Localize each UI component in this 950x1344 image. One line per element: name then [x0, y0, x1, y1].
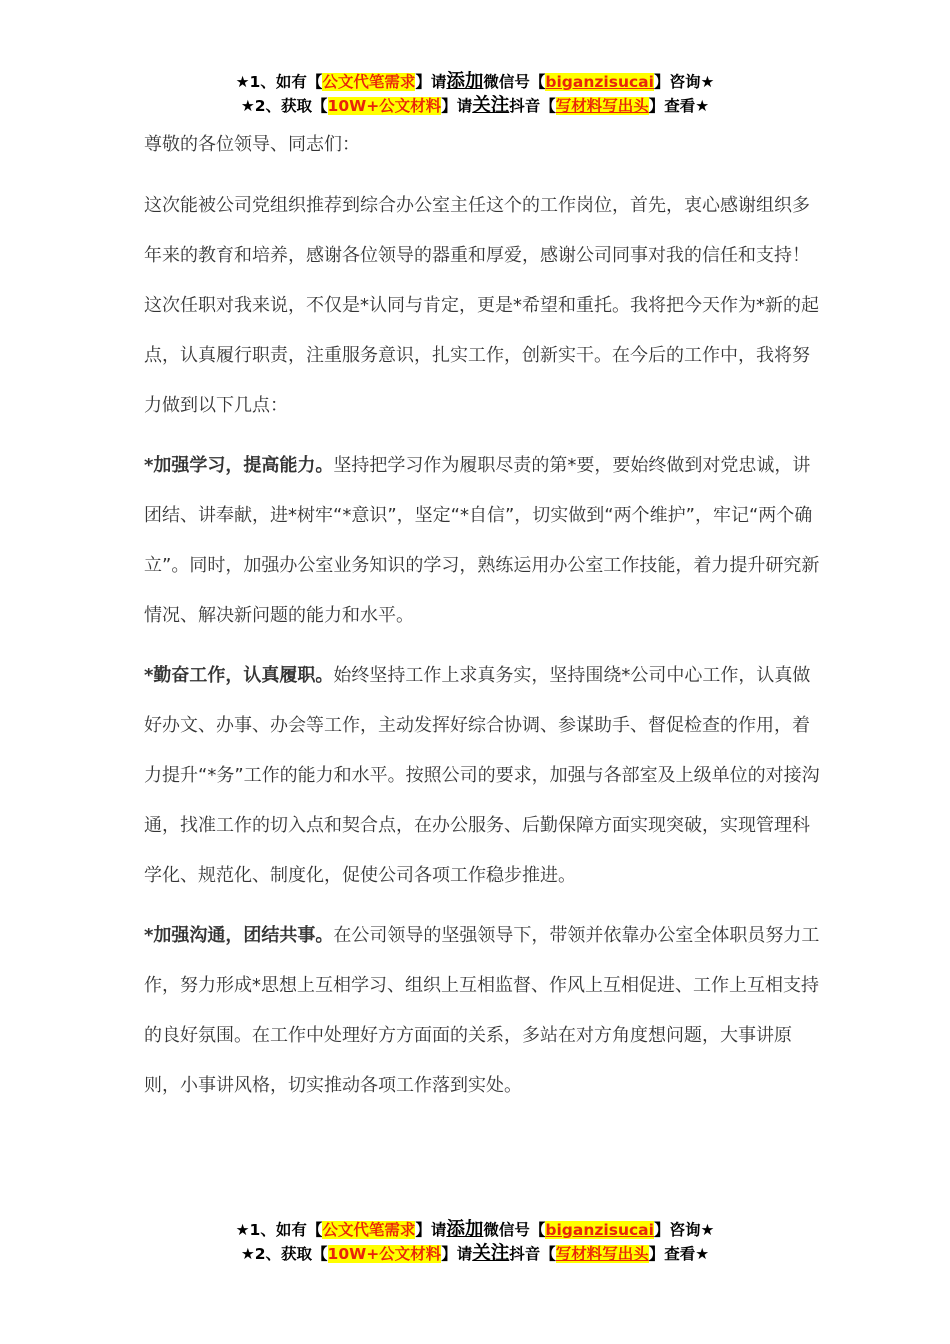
promo-text: 抖音【 [509, 1245, 556, 1263]
point-paragraph-1 [144, 441, 824, 641]
salutation: 尊敬的各位领导、同志们： [144, 134, 360, 155]
promo-emphasis-add: 添加 [446, 71, 484, 92]
promo-text: 】咨询★ [653, 1221, 715, 1239]
promo-highlight-service: 公文代笔需求 [322, 73, 416, 91]
promo-text: 抖音【 [509, 97, 556, 115]
promo-text: 】请 [441, 97, 473, 115]
promo-emphasis-add: 添加 [446, 1219, 484, 1240]
promo-line-2 [0, 1242, 950, 1266]
point-paragraph-2 [144, 651, 824, 901]
promo-text: ★2、获取【 [240, 1245, 328, 1263]
promo-text: 】请 [415, 1221, 447, 1239]
promo-highlight-wechat-id: biganzisucai [545, 1221, 654, 1239]
point-text: 始终坚持工作上求真务实，坚持围绕*公司中心工作，认真做好办文、办事、办会等工作，主动发挥好综合协调、参谋助手、督促检查的作用，着力提升“*务”工作的能力和水平。按照公司的要求，加强与各部室及上级单位的对接沟通，找准工作的切入点和契合点，在办公服务、后勤保障方面实现突破，实现管理科学化、规范化、制度化，促使公司各项工作稳步推进。 [144, 665, 820, 886]
point-heading: *勤奋工作，认真履职。 [144, 665, 334, 686]
point-text: 在公司领导的坚强领导下，带领并依靠办公室全体职员努力工作，努力形成*思想上互相学习、组织上互相监督、作风上互相促进、工作上互相支持的良好氛围。在工作中处理好方方面面的关系，多站在对方角度想问题，大事讲原则，小事讲风格，切实推动各项工作落到实处。 [144, 925, 820, 1096]
promo-text: 微信号【 [483, 1221, 546, 1239]
promo-banner-bottom [0, 1218, 950, 1266]
promo-highlight-materials: 10W+公文材料 [327, 1245, 442, 1263]
promo-text: 微信号【 [483, 73, 546, 91]
promo-highlight-douyin-account: 写材料写出头 [555, 97, 649, 115]
promo-line-1 [0, 70, 950, 94]
point-heading: *加强学习，提高能力。 [144, 455, 334, 476]
point-paragraph-3 [144, 911, 824, 1111]
promo-banner-top [0, 70, 950, 118]
promo-emphasis-follow: 关注 [472, 95, 510, 116]
promo-line-2 [0, 94, 950, 118]
promo-text: ★1、如有【 [235, 1221, 323, 1239]
promo-emphasis-follow: 关注 [472, 1243, 510, 1264]
promo-text: 】咨询★ [653, 73, 715, 91]
document-body [144, 181, 824, 1111]
promo-highlight-douyin-account: 写材料写出头 [555, 1245, 649, 1263]
intro-paragraph: 这次能被公司党组织推荐到综合办公室主任这个的工作岗位，首先，衷心感谢组织多年来的教育和培养，感谢各位领导的器重和厚爱，感谢公司同事对我的信任和支持！这次任职对我来说，不仅是*认同与肯定，更是*希望和重托。我将把今天作为*新的起点，认真履行职责，注重服务意识，扎实工作，创新实干。在今后的工作中，我将努力做到以下几点： [144, 195, 819, 416]
promo-text: ★2、获取【 [240, 97, 328, 115]
point-text: 坚持把学习作为履职尽责的第*要，要始终做到对党忠诚，讲团结、讲奉献，进*树牢“*意识”，坚定“*自信”，切实做到“两个维护”，牢记“两个确立”。同时，加强办公室业务知识的学习，熟练运用办公室工作技能，着力提升研究新情况、解决新问题的能力和水平。 [144, 455, 820, 626]
promo-highlight-wechat-id: biganzisucai [545, 73, 654, 91]
promo-text: 】请 [441, 1245, 473, 1263]
promo-highlight-materials: 10W+公文材料 [327, 97, 442, 115]
promo-highlight-service: 公文代笔需求 [322, 1221, 416, 1239]
promo-text: 】查看★ [648, 1245, 710, 1263]
promo-text: ★1、如有【 [235, 73, 323, 91]
promo-text: 】查看★ [648, 97, 710, 115]
promo-text: 】请 [415, 73, 447, 91]
promo-line-1 [0, 1218, 950, 1242]
point-heading: *加强沟通，团结共事。 [144, 925, 334, 946]
